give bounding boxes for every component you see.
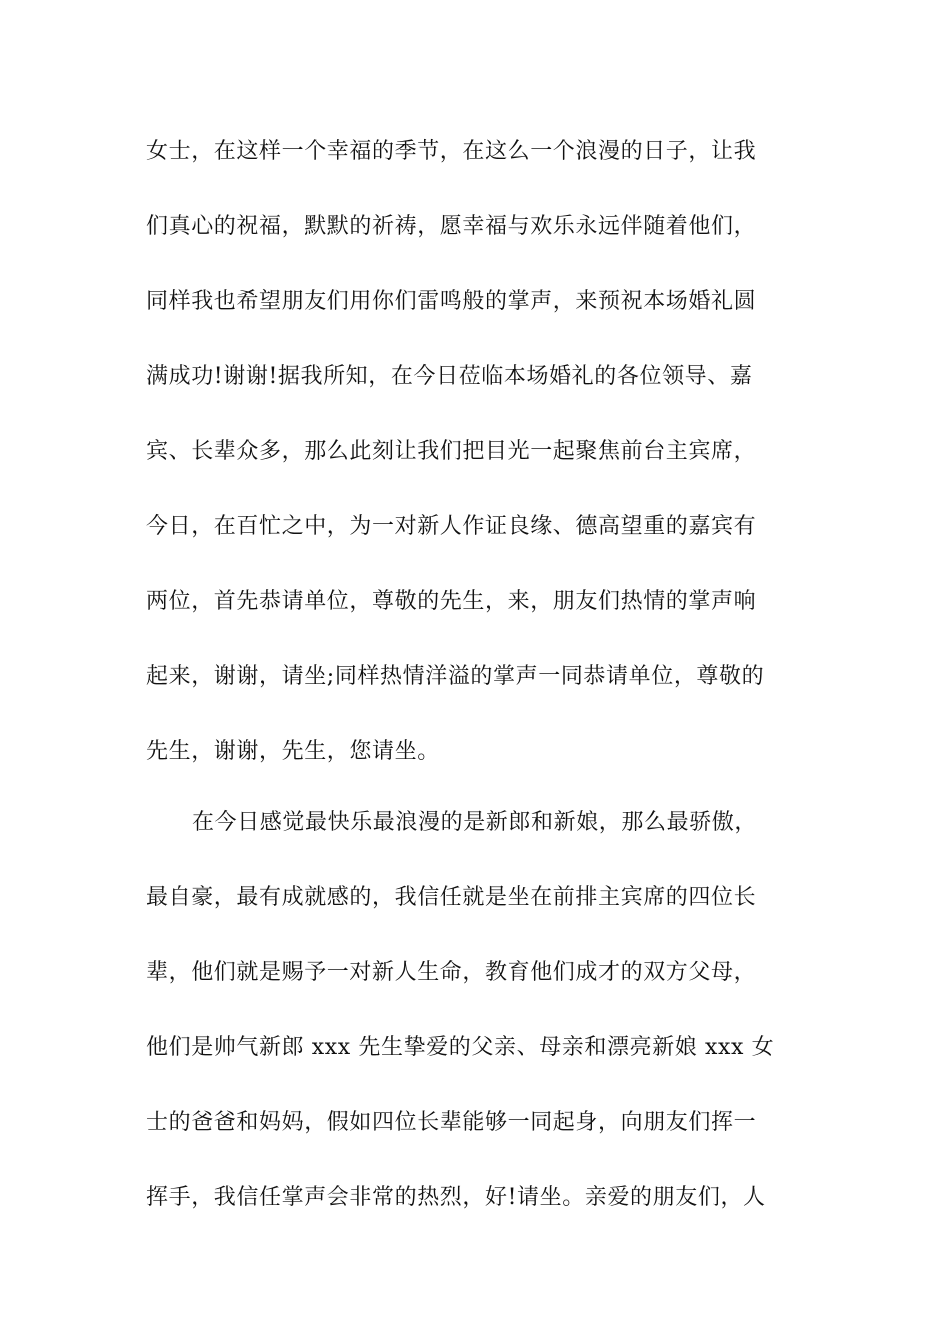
text-line: 最自豪，最有成就感的，我信任就是坐在前排主宾席的四位长: [146, 885, 757, 910]
text-line: 女士，在这样一个幸福的季节，在这么一个浪漫的日子，让我: [146, 139, 757, 164]
text-line: 辈，他们就是赐予一对新人生命，教育他们成才的双方父母，: [146, 960, 757, 985]
text-line: 挥手，我信任掌声会非常的热烈，好!请坐。亲爱的朋友们，人: [146, 1185, 766, 1210]
text-line: 起来，谢谢，请坐;同样热情洋溢的掌声一同恭请单位，尊敬的: [146, 664, 765, 689]
text-line: 先生，谢谢，先生，您请坐。: [146, 739, 440, 764]
text-line: 宾、长辈众多，那么此刻让我们把目光一起聚焦前台主宾席，: [146, 439, 757, 464]
paragraph-first-line: 在今日感觉最快乐最浪漫的是新郎和新娘，那么最骄傲，: [192, 810, 758, 835]
text-line: 他们是帅气新郎 xxx 先生挚爱的父亲、母亲和漂亮新娘 xxx 女: [146, 1035, 775, 1060]
text-line: 士的爸爸和妈妈，假如四位长辈能够一同起身，向朋友们挥一: [146, 1110, 757, 1135]
text-line: 们真心的祝福，默默的祈祷，愿幸福与欢乐永远伴随着他们，: [146, 214, 757, 239]
text-line: 满成功!谢谢!据我所知，在今日莅临本场婚礼的各位领导、嘉: [146, 364, 753, 389]
text-line: 两位，首先恭请单位，尊敬的先生，来，朋友们热情的掌声响: [146, 589, 757, 614]
text-line: 今日，在百忙之中，为一对新人作证良缘、德高望重的嘉宾有: [146, 514, 757, 539]
text-line: 同样我也希望朋友们用你们雷鸣般的掌声，来预祝本场婚礼圆: [146, 289, 757, 314]
